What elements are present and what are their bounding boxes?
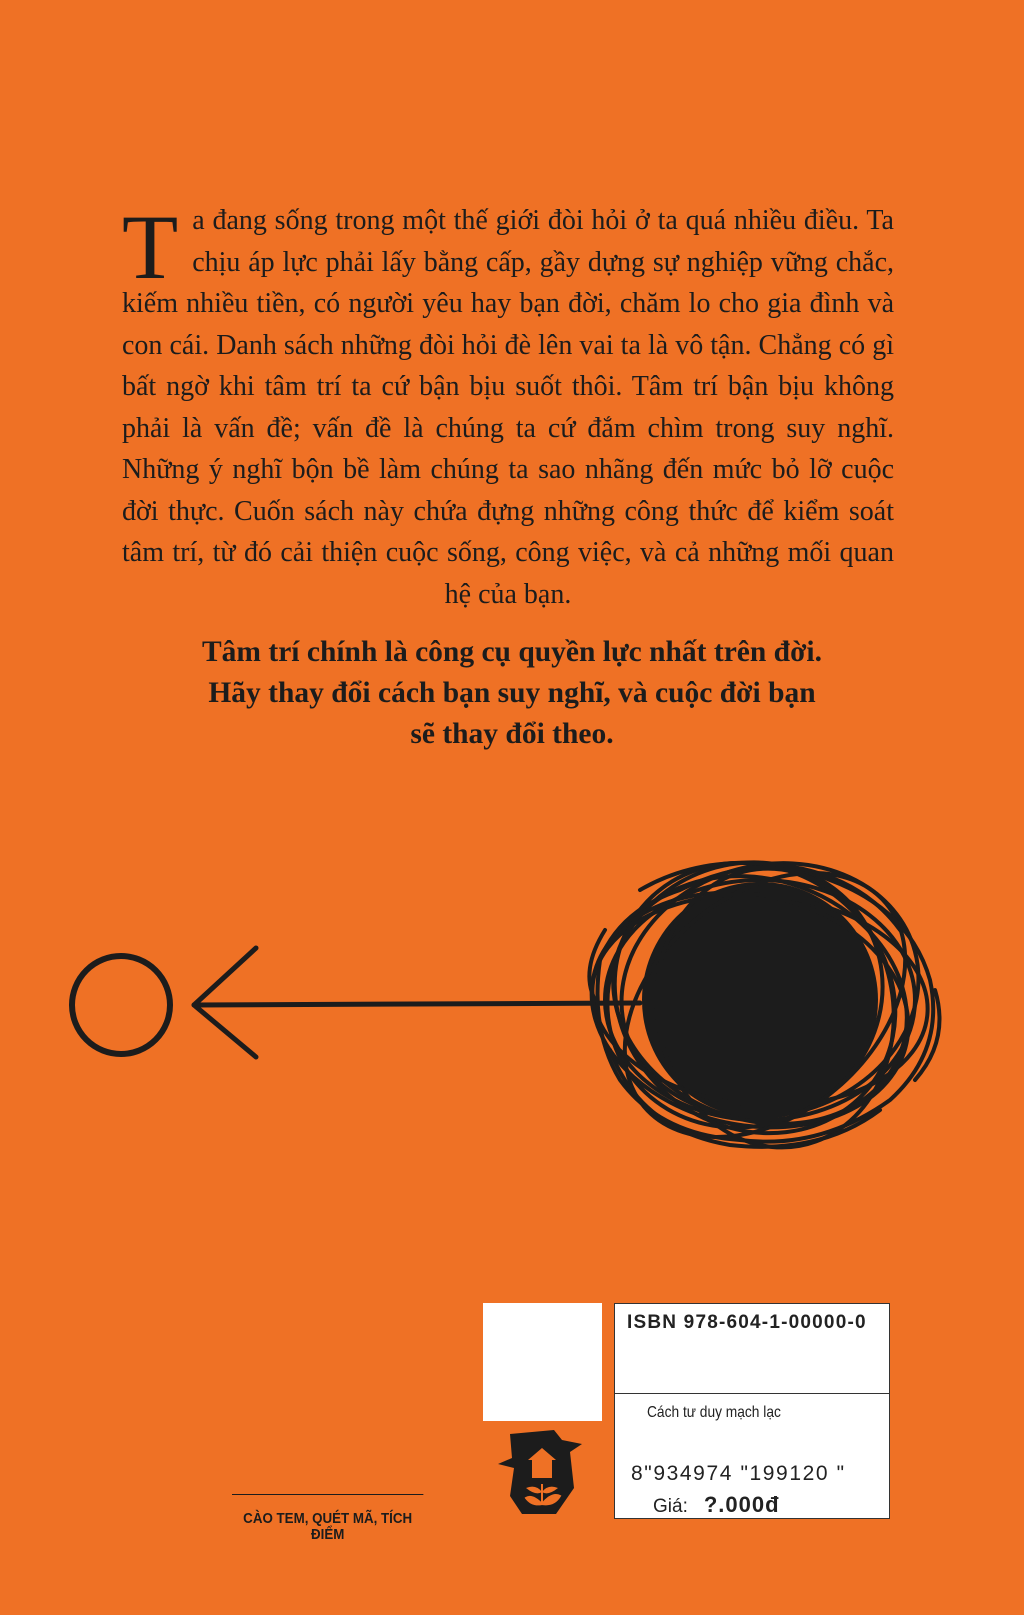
tagline-line-2: Hãy thay đổi cách bạn suy nghĩ, và cuộc đời bạn [208, 677, 816, 709]
price-value: ?.000đ [703, 1492, 780, 1517]
tagline-line-1: Tâm trí chính là công cụ quyền lực nhất trên đời. [202, 636, 822, 668]
circle-icon [72, 956, 170, 1054]
book-title: Cách tư duy mạch lạc [647, 1404, 781, 1421]
isbn: ISBN 978-604-1-00000-0 [627, 1312, 867, 1333]
illustration [0, 850, 1024, 1190]
blurb-text: a đang sống trong một thế giới đòi hỏi ở ta quá nhiều điều. Ta chịu áp lực phải lấy bằng cấp, gầy dựng sự nghiệp vững chắc, kiếm nhiều tiền, có người yêu hay bạn đời, chăm lo cho gia đình và con cái. Danh sách những đòi hỏi đè lên vai ta là vô tận. Chẳng có gì bất ngờ khi tâm trí ta cứ bận bịu suốt thôi. Tâm trí bận bịu không phải là vấn đề; vấn đề là chúng ta cứ đắm chìm trong suy nghĩ. Những ý nghĩ bộn bề làm chúng ta sao nhãng đến mức bỏ lỡ cuộc đời thực. Cuốn sách này chứa đựng những công thức để kiểm soát tâm trí, từ đó cải thiện cuộc sống, công việc, và cả những mối quan hệ của bạn. [122, 205, 894, 610]
arrow-icon [194, 948, 640, 1057]
tagline-line-3: sẽ thay đổi theo. [410, 718, 614, 750]
price [653, 1492, 780, 1518]
scribble-ball-icon [559, 850, 957, 1190]
price-label: Giá: [653, 1496, 688, 1517]
tagline [120, 632, 904, 755]
scratch-code-label: CÀO TEM, QUÉT MÃ, TÍCH ĐIỂM [232, 1494, 423, 1543]
drop-cap: T [122, 196, 179, 298]
publisher-logo-icon [492, 1426, 584, 1518]
sticker-area [483, 1303, 602, 1421]
barcode-number: 8"934974 "199120 " [631, 1462, 846, 1485]
blurb-paragraph [122, 196, 894, 615]
barcode-box [614, 1303, 890, 1519]
back-cover-blurb [122, 196, 894, 615]
divider [615, 1393, 889, 1394]
